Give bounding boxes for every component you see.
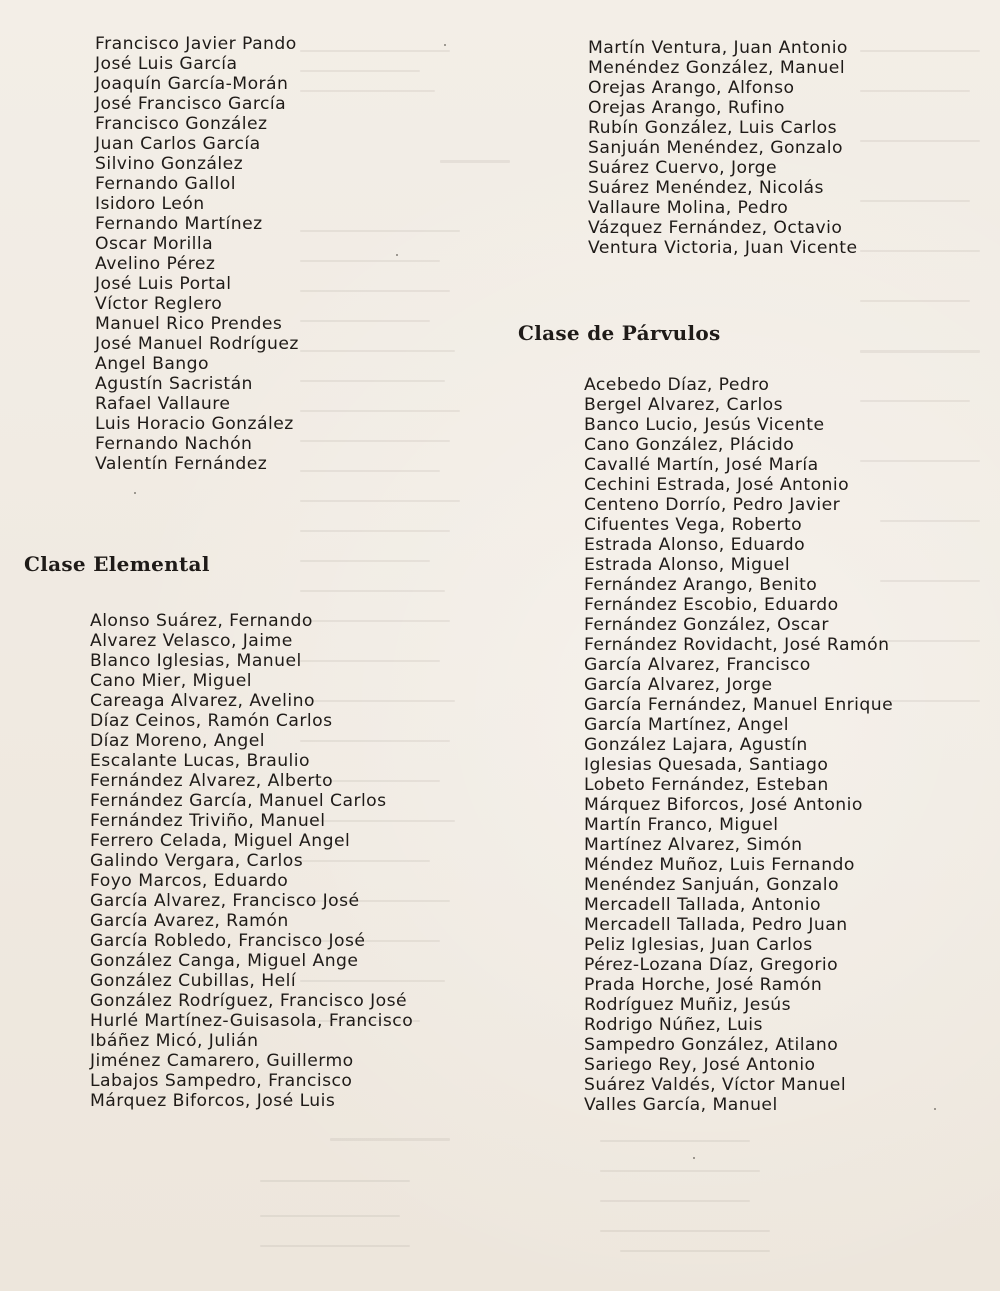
list-item: Mercadell Tallada, Pedro Juan bbox=[584, 915, 848, 935]
list-item: Martín Ventura, Juan Antonio bbox=[588, 38, 848, 58]
list-item: Bergel Alvarez, Carlos bbox=[584, 395, 784, 415]
list-item: Cifuentes Vega, Roberto bbox=[584, 515, 803, 535]
list-item: Vázquez Fernández, Octavio bbox=[588, 218, 843, 238]
list-item: García Alvarez, Francisco bbox=[584, 655, 811, 675]
list-item: Fernández Triviño, Manuel bbox=[90, 811, 326, 831]
list-item: González Rodríguez, Francisco José bbox=[90, 991, 408, 1011]
list-item: Banco Lucio, Jesús Vicente bbox=[584, 415, 825, 435]
list-item: Márquez Biforcos, José Antonio bbox=[584, 795, 863, 815]
list-item: Fernández Alvarez, Alberto bbox=[90, 771, 334, 791]
list-item: González Lajara, Agustín bbox=[584, 735, 808, 755]
list-item: Hurlé Martínez-Guisasola, Francisco bbox=[90, 1011, 414, 1031]
list-item: Careaga Alvarez, Avelino bbox=[90, 691, 315, 711]
list-item: García Alvarez, Francisco José bbox=[90, 891, 360, 911]
top-left-name-list bbox=[95, 34, 299, 474]
list-item: Valentín Fernández bbox=[95, 454, 268, 474]
list-item: Cechini Estrada, José Antonio bbox=[584, 475, 850, 495]
paper-speck bbox=[396, 254, 398, 256]
list-item: Suárez Cuervo, Jorge bbox=[588, 158, 778, 178]
list-item: Prada Horche, José Ramón bbox=[584, 975, 823, 995]
paper-speck bbox=[934, 1108, 936, 1110]
list-item: Estrada Alonso, Miguel bbox=[584, 555, 791, 575]
list-item: Rafael Vallaure bbox=[95, 394, 231, 414]
list-item: Orejas Arango, Alfonso bbox=[588, 78, 795, 98]
list-item: José Luis Portal bbox=[95, 274, 232, 294]
list-item: Martín Franco, Miguel bbox=[584, 815, 779, 835]
list-item: García Avarez, Ramón bbox=[90, 911, 289, 931]
list-item: Martínez Alvarez, Simón bbox=[584, 835, 803, 855]
list-item: Fernández Arango, Benito bbox=[584, 575, 818, 595]
list-item: Cano González, Plácido bbox=[584, 435, 795, 455]
list-item: Díaz Moreno, Angel bbox=[90, 731, 265, 751]
list-item: Orejas Arango, Rufino bbox=[588, 98, 785, 118]
list-item: Suárez Valdés, Víctor Manuel bbox=[584, 1075, 847, 1095]
list-item: Sariego Rey, José Antonio bbox=[584, 1055, 816, 1075]
list-item: Fernando Gallol bbox=[95, 174, 236, 194]
list-item: Fernández González, Oscar bbox=[584, 615, 829, 635]
top-right-name-list bbox=[588, 38, 857, 258]
list-item: García Robledo, Francisco José bbox=[90, 931, 366, 951]
list-item: Ventura Victoria, Juan Vicente bbox=[588, 238, 858, 258]
list-item: Díaz Ceinos, Ramón Carlos bbox=[90, 711, 333, 731]
list-item: Mercadell Tallada, Antonio bbox=[584, 895, 821, 915]
list-item: Fernando Nachón bbox=[95, 434, 253, 454]
list-item: Alvarez Velasco, Jaime bbox=[90, 631, 293, 651]
list-item: García Fernández, Manuel Enrique bbox=[584, 695, 894, 715]
paper-speck bbox=[693, 1157, 695, 1159]
list-item: Méndez Muñoz, Luis Fernando bbox=[584, 855, 855, 875]
list-item: Centeno Dorrío, Pedro Javier bbox=[584, 495, 841, 515]
list-item: Estrada Alonso, Eduardo bbox=[584, 535, 806, 555]
list-item: Pérez-Lozana Díaz, Gregorio bbox=[584, 955, 839, 975]
list-item: Juan Carlos García bbox=[95, 134, 261, 154]
list-item: Víctor Reglero bbox=[95, 294, 223, 314]
list-item: Alonso Suárez, Fernando bbox=[90, 611, 313, 631]
list-item: Fernández Rovidacht, José Ramón bbox=[584, 635, 890, 655]
list-item: Iglesias Quesada, Santiago bbox=[584, 755, 829, 775]
list-item: Sampedro González, Atilano bbox=[584, 1035, 839, 1055]
list-item: Isidoro León bbox=[95, 194, 205, 214]
parvulos-name-list bbox=[584, 375, 893, 1115]
list-item: Galindo Vergara, Carlos bbox=[90, 851, 304, 871]
list-item: Fernández García, Manuel Carlos bbox=[90, 791, 387, 811]
section-heading-parvulos: Clase de Párvulos bbox=[518, 321, 721, 345]
list-item: Cavallé Martín, José María bbox=[584, 455, 819, 475]
list-item: Sanjuán Menéndez, Gonzalo bbox=[588, 138, 843, 158]
list-item: Francisco González bbox=[95, 114, 268, 134]
list-item: Lobeto Fernández, Esteban bbox=[584, 775, 829, 795]
list-item: Foyo Marcos, Eduardo bbox=[90, 871, 289, 891]
list-item: Valles García, Manuel bbox=[584, 1095, 778, 1115]
section-heading-elemental: Clase Elemental bbox=[24, 552, 210, 576]
list-item: Joaquín García-Morán bbox=[95, 74, 289, 94]
list-item: Fernández Escobio, Eduardo bbox=[584, 595, 839, 615]
list-item: Ibáñez Micó, Julián bbox=[90, 1031, 259, 1051]
list-item: García Martínez, Angel bbox=[584, 715, 789, 735]
list-item: Ferrero Celada, Miguel Angel bbox=[90, 831, 351, 851]
elemental-name-list bbox=[90, 611, 413, 1111]
list-item: Peliz Iglesias, Juan Carlos bbox=[584, 935, 813, 955]
list-item: Angel Bango bbox=[95, 354, 209, 374]
list-item: González Cubillas, Helí bbox=[90, 971, 297, 991]
list-item: Menéndez Sanjuán, Gonzalo bbox=[584, 875, 839, 895]
list-item: González Canga, Miguel Ange bbox=[90, 951, 359, 971]
list-item: Márquez Biforcos, José Luis bbox=[90, 1091, 336, 1111]
list-item: Manuel Rico Prendes bbox=[95, 314, 283, 334]
list-item: Avelino Pérez bbox=[95, 254, 216, 274]
list-item: Rodríguez Muñiz, Jesús bbox=[584, 995, 791, 1015]
list-item: García Alvarez, Jorge bbox=[584, 675, 773, 695]
list-item: Rubín González, Luis Carlos bbox=[588, 118, 838, 138]
list-item: Suárez Menéndez, Nicolás bbox=[588, 178, 824, 198]
list-item: Agustín Sacristán bbox=[95, 374, 253, 394]
list-item: Fernando Martínez bbox=[95, 214, 263, 234]
list-item: José Luis García bbox=[95, 54, 238, 74]
paper-speck bbox=[134, 492, 136, 494]
list-item: Oscar Morilla bbox=[95, 234, 214, 254]
list-item: Rodrigo Núñez, Luis bbox=[584, 1015, 763, 1035]
list-item: José Manuel Rodríguez bbox=[95, 334, 299, 354]
paper-speck bbox=[444, 44, 446, 46]
list-item: Cano Mier, Miguel bbox=[90, 671, 252, 691]
list-item: Francisco Javier Pando bbox=[95, 34, 297, 54]
list-item: Escalante Lucas, Braulio bbox=[90, 751, 310, 771]
list-item: Menéndez González, Manuel bbox=[588, 58, 846, 78]
list-item: Blanco Iglesias, Manuel bbox=[90, 651, 302, 671]
list-item: José Francisco García bbox=[95, 94, 287, 114]
list-item: Jiménez Camarero, Guillermo bbox=[90, 1051, 354, 1071]
list-item: Acebedo Díaz, Pedro bbox=[584, 375, 770, 395]
list-item: Luis Horacio González bbox=[95, 414, 294, 434]
list-item: Vallaure Molina, Pedro bbox=[588, 198, 789, 218]
list-item: Labajos Sampedro, Francisco bbox=[90, 1071, 353, 1091]
list-item: Silvino González bbox=[95, 154, 244, 174]
